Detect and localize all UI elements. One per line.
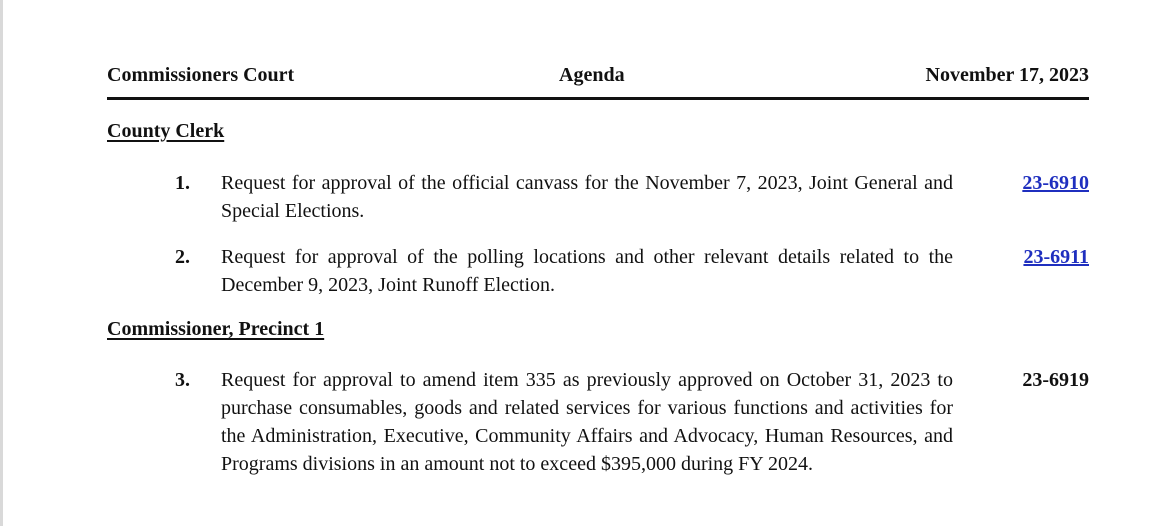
item-number: 1. xyxy=(175,172,190,194)
section-title-commissioner-precinct-1: Commissioner, Precinct 1 xyxy=(107,318,325,340)
header-title: Agenda xyxy=(559,64,625,86)
header-rule xyxy=(107,97,1089,100)
item-number: 3. xyxy=(175,369,190,391)
item-ref-link[interactable]: 23-6910 xyxy=(1022,172,1089,194)
header-date: November 17, 2023 xyxy=(925,64,1089,86)
page-edge xyxy=(0,0,3,526)
agenda-header xyxy=(107,64,1089,92)
item-ref: 23-6919 xyxy=(1022,369,1089,391)
item-ref-link[interactable]: 23-6911 xyxy=(1023,246,1089,268)
item-text: Request for approval of the official canvass for the November 7, 2023, Joint General and Special Elections. xyxy=(221,172,953,222)
item-text: Request for approval of the polling locations and other relevant details related to the December 9, 2023, Joint Runoff Election. xyxy=(221,246,953,296)
item-text: Request for approval to amend item 335 as previously approved on October 31, 2023 to purchase consumables, goods and related services for various functions and activities for the Administration, Executive, Community Affairs and Advocacy, Human Resources, and Programs divisions in an amount not to exceed $395,000 during FY 2024. xyxy=(221,369,953,475)
section-title-county-clerk: County Clerk xyxy=(107,120,225,142)
header-court-name: Commissioners Court xyxy=(107,64,295,86)
item-number: 2. xyxy=(175,246,190,268)
